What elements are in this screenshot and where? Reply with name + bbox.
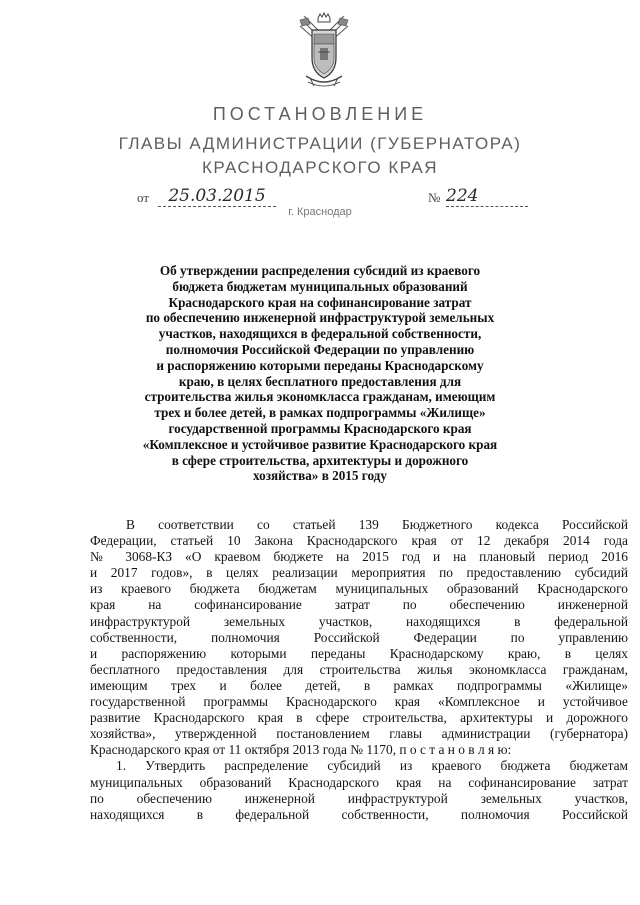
body-line: собственности, полномочия Российской Федерации по управлению: [90, 629, 628, 645]
body-line: из краевого бюджета бюджетам муниципальных образований Краснодарского: [90, 581, 628, 597]
title-line: хозяйства» в 2015 году: [253, 468, 387, 484]
title-line: краю, в целях бесплатного предоставления для: [178, 373, 462, 389]
document-title: [110, 263, 530, 484]
body-line: муниципальных образований Краснодарского края на софинансирование затрат: [90, 774, 628, 790]
title-line: «Комплексное и устойчивое развитие Краснодарского края: [142, 436, 498, 452]
body-line: № 3068-КЗ «О краевом бюджете на 2015 год и на плановый период 2016: [90, 549, 628, 565]
title-line: по обеспечению инженерной инфраструктурой земельных: [145, 310, 495, 326]
document-number: 224: [446, 186, 528, 207]
body-line: государственной программы Краснодарского края «Комплексное и устойчивое: [90, 694, 628, 710]
title-line: участков, находящихся в федеральной собственности,: [158, 326, 482, 342]
title-line: Об утверждении распределения субсидий из краевого: [159, 263, 481, 278]
title-line: государственной программы Краснодарского края: [168, 420, 472, 436]
body-line: бесплатного предоставления для строительства жилья экономкласса гражданам,: [90, 661, 628, 677]
title-line: трех и более детей, в рамках подпрограммы «Жилище»: [154, 405, 486, 421]
body-line: инфраструктурой земельных участков, находящихся в федеральной: [90, 613, 628, 629]
title-line: строительства жилья экономкласса гражданам, имеющим: [144, 389, 496, 405]
title-line: бюджета бюджетам муниципальных образований: [172, 278, 468, 294]
body-line: Федерации, статьей 10 Закона Краснодарского края от 12 декабря 2014 года: [90, 533, 628, 549]
city-label: г. Краснодар: [288, 206, 352, 218]
body-line: находящихся в федеральной собственности, полномочия Российской: [90, 806, 628, 822]
body-line: В соответствии со статьей 139 Бюджетного кодекса Российской: [126, 517, 628, 532]
issuer-heading: ГЛАВЫ АДМИНИСТРАЦИИ (ГУБЕРНАТОРА): [118, 134, 522, 153]
title-line: в сфере строительства, архитектуры и дорожного: [171, 452, 469, 468]
body-line: 1. Утвердить распределение субсидий из краевого бюджета бюджетам: [116, 758, 628, 774]
body-line: Краснодарского края от 11 октября 2013 года № 1170, п о с т а н о в л я ю:: [90, 742, 512, 758]
body-line: края на софинансирование затрат по обеспечению инженерной: [90, 597, 628, 613]
body-line: имеющим трех и более детей, в рамках подпрограммы «Жилище»: [90, 677, 628, 693]
body-line: развитие Краснодарского края в сфере строительства, архитектуры и дорожного: [90, 710, 628, 726]
date-label: от: [137, 190, 150, 205]
title-line: Краснодарского края на софинансирование затрат: [168, 294, 472, 310]
title-line: и распоряжению которыми переданы Краснодарскому: [156, 357, 484, 373]
body-line: и 2017 годов», в целях реализации мероприятия по предоставлению субсидий: [90, 565, 628, 581]
title-line: полномочия Российской Федерации по управлению: [165, 341, 475, 357]
body-line: и распоряжению которыми переданы Краснодарскому краю, в целях: [90, 645, 628, 661]
number-label: №: [428, 190, 441, 205]
body-line: по обеспечению инженерной инфраструктурой земельных участков,: [90, 790, 628, 806]
document-body: [90, 517, 628, 823]
body-line: хозяйства», утвержденной постановлением главы администрации (губернатора): [90, 726, 628, 742]
document-date: 25.03.2015: [158, 186, 276, 207]
document-type-heading: ПОСТАНОВЛЕНИЕ: [212, 104, 428, 124]
region-heading: КРАСНОДАРСКОГО КРАЯ: [201, 158, 439, 177]
krasnodar-coat-of-arms-emblem: [298, 12, 350, 90]
